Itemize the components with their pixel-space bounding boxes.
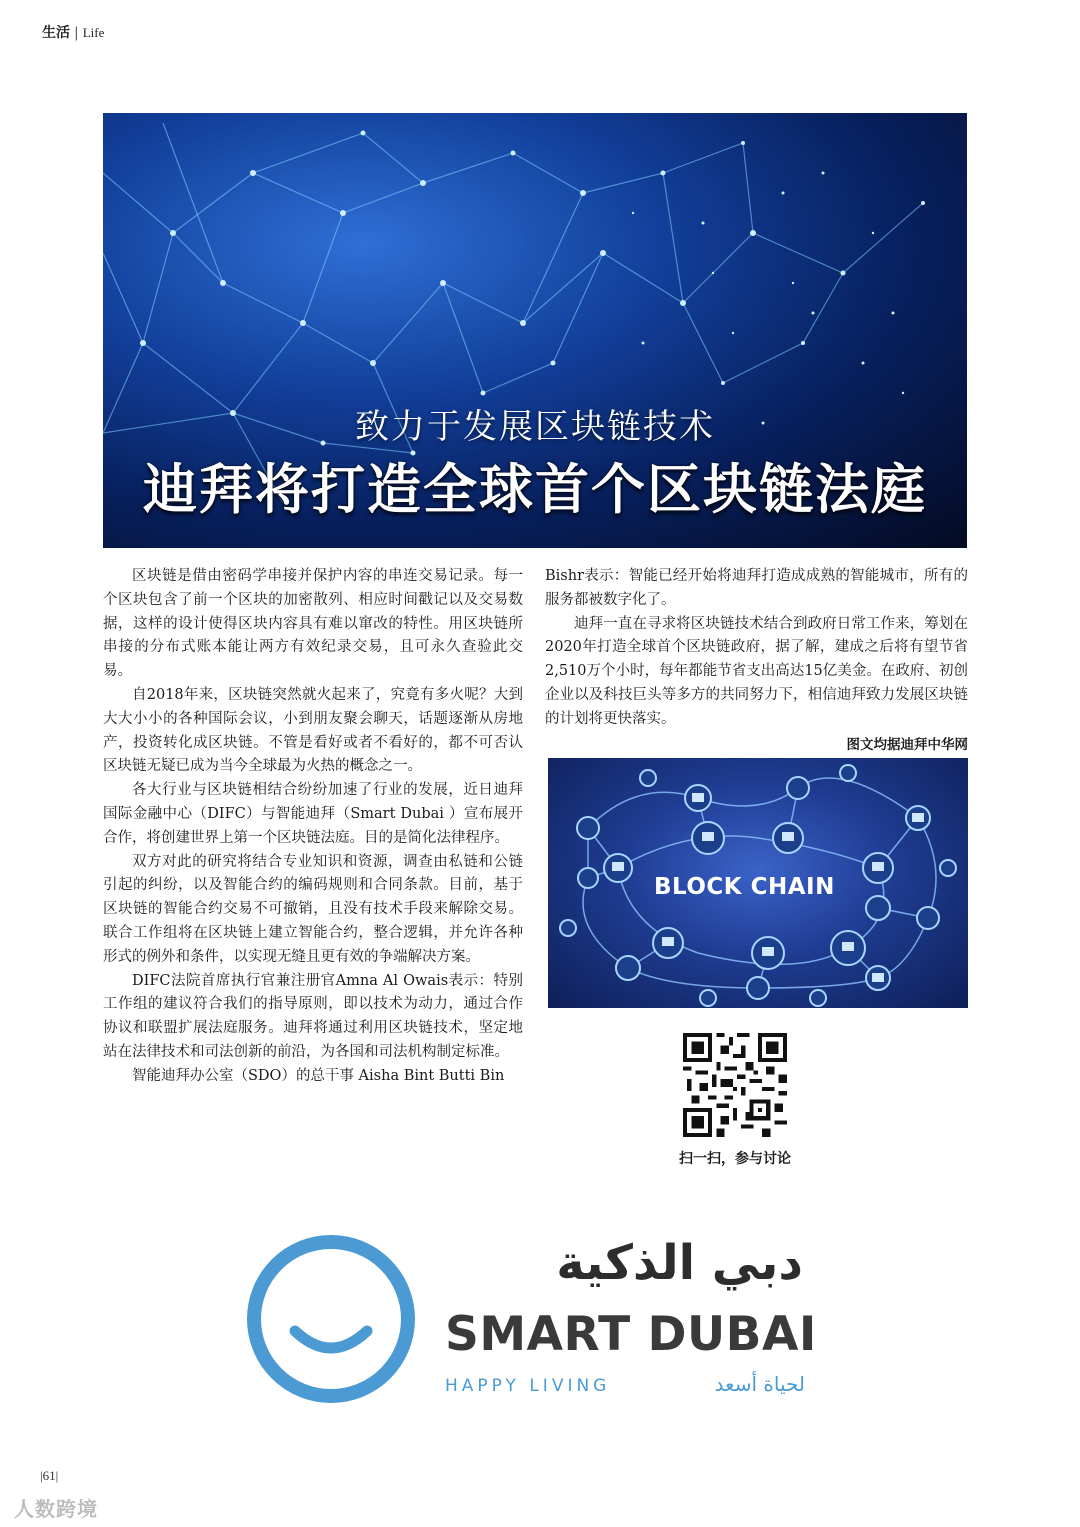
logo-tagline: HAPPY LIVING bbox=[445, 1376, 611, 1396]
article-paragraph: 区块链是借由密码学串接并保护内容的串连交易记录。每一个区块包含了前一个区块的加密散列、相应时间戳记以及交易数据，这样的设计使得区块内容具有难以窜改的特性。用区块链所串接的分布式账本能让两方有效纪录交易，且可永久查验此交易。 bbox=[103, 568, 523, 680]
section-label-en: Life bbox=[82, 25, 105, 40]
article-paragraph: 各大行业与区块链相结合纷纷加速了行业的发展，近日迪拜国际金融中心（DIFC）与智能迪拜（Smart Dubai ）宣布展开合作，将创建世界上第一个区块链法庭。目的是简化法律程序。 bbox=[103, 782, 523, 846]
logo-tagline-arabic: لحياة أسعد bbox=[714, 1372, 805, 1396]
article-paragraph: 智能迪拜办公室（SDO）的总干事 Aisha Bint Butti Bin bbox=[132, 1067, 505, 1084]
hero-image bbox=[103, 113, 967, 548]
article-paragraph: 自2018年来，区块链突然就火起来了，究竟有多火呢？大到大大小小的各种国际会议，小到朋友聚会聊天，话题逐渐从房地产，投资转化成区块链。不管是看好或者不看好的，都不可否认区块链无疑已成为当今全球最为火热的概念之一。 bbox=[103, 686, 523, 775]
qr-caption: 扫一扫，参与讨论 bbox=[679, 1151, 791, 1167]
article-left-column bbox=[103, 565, 523, 1089]
smart-dubai-logo bbox=[247, 1235, 827, 1415]
photo-credit: 图文均据迪拜中华网 bbox=[846, 736, 968, 753]
blockchain-label: BLOCK CHAIN bbox=[654, 874, 835, 900]
article-right-column bbox=[545, 565, 968, 757]
section-header bbox=[42, 22, 104, 42]
logo-arabic-name: دبي الذكية bbox=[556, 1235, 803, 1291]
hero-subtitle: 致力于发展区块链技术 bbox=[355, 407, 715, 447]
hero-title: 迪拜将打造全球首个区块链法庭 bbox=[143, 458, 927, 521]
article-paragraph: 迪拜一直在寻求将区块链技术结合到政府日常工作来，筹划在2020年打造全球首个区块链政府，据了解，建成之后将有望节省2,510万个小时，每年都能节省支出高达15亿美金。在政府、初创企业以及科技巨头等多方的共同努力下，相信迪拜致力发展区块链的计划将更快落实。 bbox=[545, 615, 968, 727]
blockchain-illustration bbox=[548, 758, 968, 1008]
article-continuation: Bishr表示：智能已经开始将迪拜打造成成熟的智能城市，所有的服务都被数字化了。 bbox=[545, 568, 968, 608]
header-separator: | bbox=[74, 25, 79, 41]
logo-english-name: SMART DUBAI bbox=[445, 1307, 817, 1362]
qr-code[interactable] bbox=[683, 1033, 787, 1137]
article-paragraph: 双方对此的研究将结合专业知识和资源，调查由私链和公链引起的纠纷，以及智能合约的编码规则和合同条款。目前，基于区块链的智能合约交易不可撤销，且没有技术手段来解除交易。联合工作组将在区块链上建立智能合约，整合逻辑，并允许各种形式的例外和条件，以实现无缝且更有效的争端解决方案。 bbox=[103, 853, 523, 965]
watermark: 人数跨境 bbox=[14, 1497, 98, 1521]
page-number: |61| bbox=[40, 1468, 59, 1483]
article-paragraph: DIFC法院首席执行官兼注册官Amna Al Owais表示：特别工作组的建议符合我们的指导原则，即以技术为动力，通过合作协议和联盟扩展法庭服务。迪拜将通过利用区块链技术，坚定地站在法律技术和司法创新的前沿，为各国和司法机构制定标准。 bbox=[103, 972, 523, 1060]
section-label-zh: 生活 bbox=[42, 25, 70, 41]
logo-smile-icon bbox=[247, 1235, 415, 1403]
